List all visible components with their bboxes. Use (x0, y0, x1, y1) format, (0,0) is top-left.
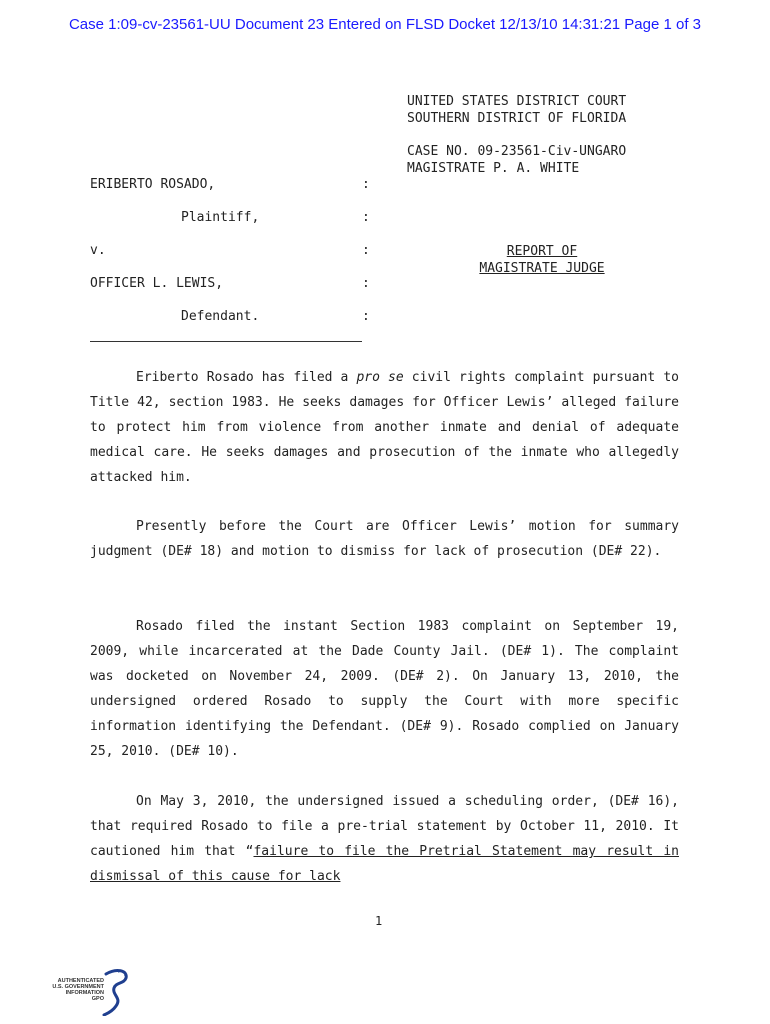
court-line-2: SOUTHERN DISTRICT OF FLORIDA (407, 111, 627, 126)
gpo-authentication-badge (44, 968, 134, 1016)
defendant-label: Defendant. (181, 309, 260, 324)
paragraph-3 (90, 614, 679, 764)
paragraph-2 (90, 514, 679, 564)
plaintiff-label: Plaintiff, (181, 210, 260, 225)
report-title-line-2: MAGISTRATE JUDGE (479, 261, 605, 276)
p1-italic: pro se (356, 370, 404, 385)
caption-colon: : (362, 276, 370, 291)
p1-text-a: Eriberto Rosado has filed a (136, 370, 357, 385)
case-number: CASE NO. 09-23561-Civ-UNGARO (407, 144, 627, 159)
caption-colon: : (362, 243, 370, 258)
caption-colon: : (362, 309, 370, 324)
gpo-line-3: INFORMATION (65, 990, 104, 996)
caption-colon: : (362, 210, 370, 225)
paragraph-4 (90, 789, 679, 889)
gpo-line-2: U.S. GOVERNMENT (52, 984, 104, 990)
case-info (407, 143, 626, 177)
defendant-name: OFFICER L. LEWIS, (90, 276, 224, 291)
p4-text: On May 3, 2010, the undersigned issued a scheduling order, (DE# 16), that required Rosado to file a pre-trial statement by October 11, 2010. It cautioned him that “ (90, 794, 679, 859)
plaintiff-name: ERIBERTO ROSADO, (90, 177, 216, 192)
report-title-line-1: REPORT OF (506, 244, 578, 259)
p1-text-b: civil rights complaint pursuant to Title 42, section 1983. He seeks damages for Officer Lewis’ alleged failure to protect him from violence from another inmate and denial of adequate medical care. He seeks damages and prosecution of the inmate who allegedly attacked him. (90, 370, 679, 485)
gpo-badge-text (44, 978, 104, 1002)
p2-text: Presently before the Court are Officer Lewis’ motion for summary judgment (DE# 18) and motion to dismiss for lack of prosecution (DE# 22). (90, 519, 679, 559)
caption-colon: : (362, 177, 370, 192)
docket-header: Case 1:09-cv-23561-UU Document 23 Entered on FLSD Docket 12/13/10 14:31:21 Page 1 of 3 (68, 16, 702, 33)
page-number: 1 (375, 914, 383, 928)
versus: v. (90, 243, 106, 258)
gpo-eagle-icon (102, 968, 132, 1016)
court-line-1: UNITED STATES DISTRICT COURT (407, 94, 627, 109)
magistrate-name: MAGISTRATE P. A. WHITE (407, 161, 580, 176)
report-title (437, 243, 647, 277)
court-name (407, 93, 626, 127)
p3-text: Rosado filed the instant Section 1983 complaint on September 19, 2009, while incarcerated at the Dade County Jail. (DE# 1). The complaint was docketed on November 24, 2009. (DE# 2). On January 13, 2010, the undersigned ordered Rosado to supply the Court with more specific information identifying the Defendant. (DE# 9). Rosado complied on January 25, 2010. (DE# 10). (90, 619, 679, 759)
paragraph-1 (90, 365, 679, 490)
p4-underlined-quote: failure to file the Pretrial Statement may result in dismissal of this cause for lack (90, 844, 679, 884)
gpo-line-1: AUTHENTICATED (57, 978, 104, 984)
gpo-line-4: GPO (91, 996, 104, 1002)
caption-rule (90, 341, 362, 342)
